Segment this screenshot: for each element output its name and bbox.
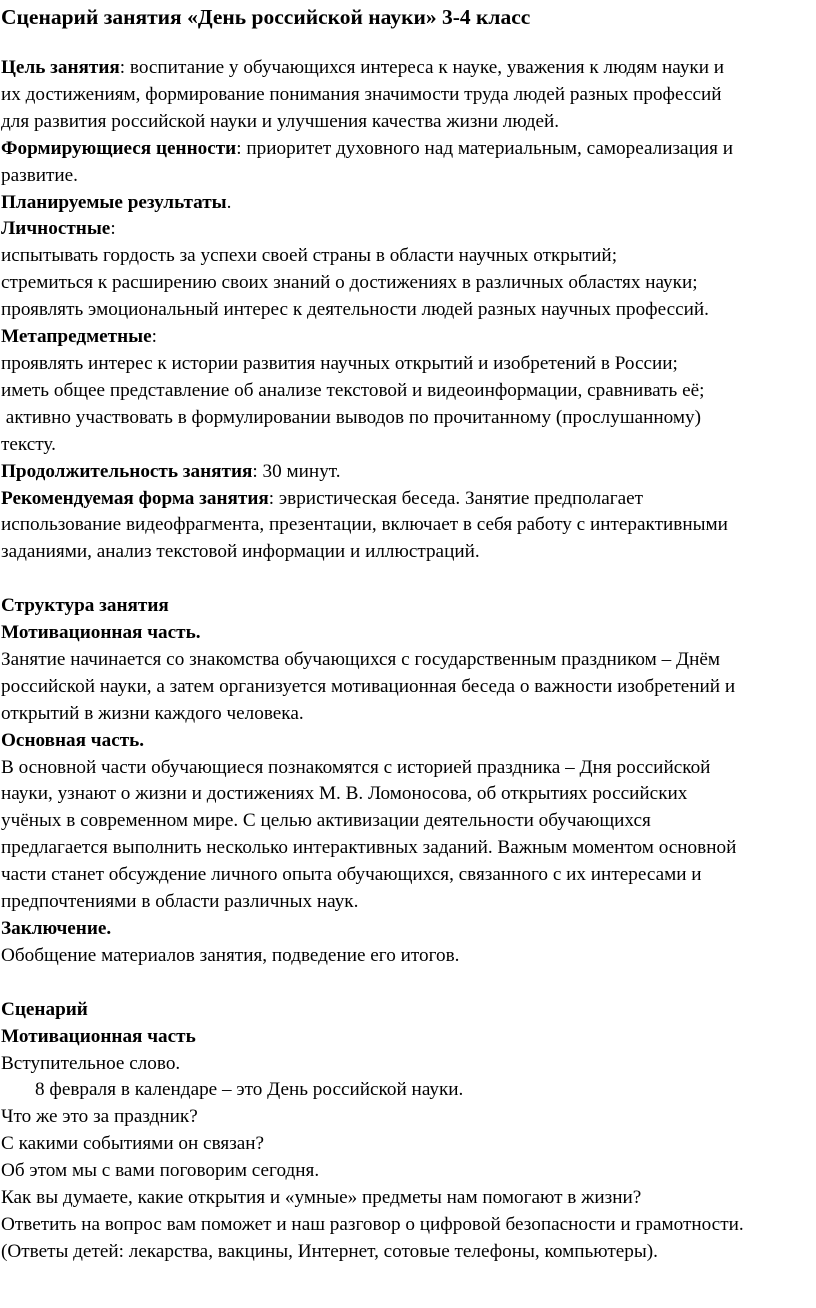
main-part-line-6: предпочтениями в области различных наук. [1, 891, 359, 913]
scenario-indented-line: 8 февраля в календаре – это День российской науки. [35, 1079, 464, 1101]
form-line-3: заданиями, анализ текстовой информации и иллюстраций. [1, 541, 480, 563]
goal-line-2: их достижениям, формирование понимания значимости труда людей разных профессий [1, 83, 722, 105]
goal-label: Цель занятия [1, 57, 120, 78]
motivation-heading: Мотивационная часть. [1, 622, 201, 644]
meta-item-4: тексту. [1, 433, 56, 455]
personal-label: Личностные [1, 218, 111, 240]
duration-label: Продолжительность занятия [1, 460, 253, 482]
main-part-line-4: предлагается выполнить несколько интерактивных заданий. Важным моментом основной [1, 837, 737, 859]
main-part-line-3: учёных в современном мире. С целью активизации деятельности обучающихся [1, 810, 651, 832]
document-title: Сценарий занятия «День российской науки» 3-4 класс [1, 5, 531, 29]
values-text-1: : приоритет духовного над материальным, самореализация и [236, 137, 733, 159]
scenario-heading: Сценарий [1, 998, 88, 1020]
values-line-1 [1, 136, 816, 163]
goal-line-3: для развития российской науки и улучшения качества жизни людей. [1, 110, 560, 132]
values-line-2: развитие. [1, 164, 78, 186]
results-suffix: . [226, 191, 232, 213]
form-label: Рекомендуемая форма занятия [1, 487, 269, 509]
personal-heading [1, 216, 816, 243]
form-line-1 [1, 486, 816, 513]
scenario-intro: Вступительное слово. [1, 1052, 181, 1074]
motivation-line-2: российской науки, а затем организуется мотивационная беседа о важности изобретений и [1, 675, 736, 697]
personal-item-1: испытывать гордость за успехи своей страны в области научных открытий; [1, 245, 618, 267]
scenario-line-3: Об этом мы с вами поговорим сегодня. [1, 1160, 320, 1182]
form-line-2: использование видеофрагмента, презентации, включает в себя работу с интерактивными [1, 514, 728, 536]
meta-item-3: активно участвовать в формулировании выводов по прочитанному (прослушанному) [1, 406, 702, 428]
scenario-line-2: С какими событиями он связан? [1, 1133, 265, 1155]
main-part-line-5: части станет обсуждение личного опыта обучающихся, связанного с их интересами и [1, 864, 702, 886]
scenario-line-6: (Ответы детей: лекарства, вакцины, Интернет, сотовые телефоны, компьютеры). [1, 1240, 658, 1262]
meta-suffix: : [151, 326, 157, 348]
results-label: Планируемые результаты [1, 191, 227, 213]
form-text-1: : эвристическая беседа. Занятие предполагает [268, 487, 644, 509]
meta-label: Метапредметные [1, 326, 152, 348]
duration-line [1, 459, 816, 486]
results-heading [1, 190, 816, 217]
personal-item-3: проявлять эмоциональный интерес к деятельности людей разных научных профессий. [1, 299, 709, 321]
duration-text: : 30 минут. [252, 460, 341, 482]
goal-line-1 [1, 55, 816, 82]
main-part-line-2: науки, узнают о жизни и достижениях М. В. Ломоносова, об открытиях российских [1, 783, 688, 805]
scenario-line-1: Что же это за праздник? [1, 1106, 198, 1128]
motivation-line-1: Занятие начинается со знакомства обучающихся с государственным праздником – Днём [1, 648, 720, 670]
scenario-line-5: Ответить на вопрос вам поможет и наш разговор о цифровой безопасности и грамотности. [1, 1213, 744, 1235]
scenario-subheading: Мотивационная часть [1, 1025, 196, 1047]
meta-heading [1, 324, 816, 351]
conclusion-line-1: Обобщение материалов занятия, подведение его итогов. [1, 944, 460, 966]
personal-suffix: : [110, 218, 116, 240]
main-part-line-1: В основной части обучающиеся познакомятся с историей праздника – Дня российской [1, 756, 711, 778]
motivation-line-3: открытий в жизни каждого человека. [1, 702, 304, 724]
goal-text-1: : воспитание у обучающихся интереса к науке, уважения к людям науки и [119, 57, 725, 78]
meta-item-1: проявлять интерес к истории развития научных открытий и изобретений в России; [1, 352, 678, 374]
conclusion-heading: Заключение. [1, 917, 112, 939]
meta-item-2: иметь общее представление об анализе текстовой и видеоинформации, сравнивать её; [1, 379, 705, 401]
scenario-line-4: Как вы думаете, какие открытия и «умные» предметы нам помогают в жизни? [1, 1187, 642, 1209]
personal-item-2: стремиться к расширению своих знаний о достижениях в различных областях науки; [1, 272, 698, 294]
values-label: Формирующиеся ценности [1, 137, 237, 159]
structure-heading: Структура занятия [1, 595, 169, 617]
main-part-heading: Основная часть. [1, 729, 145, 751]
